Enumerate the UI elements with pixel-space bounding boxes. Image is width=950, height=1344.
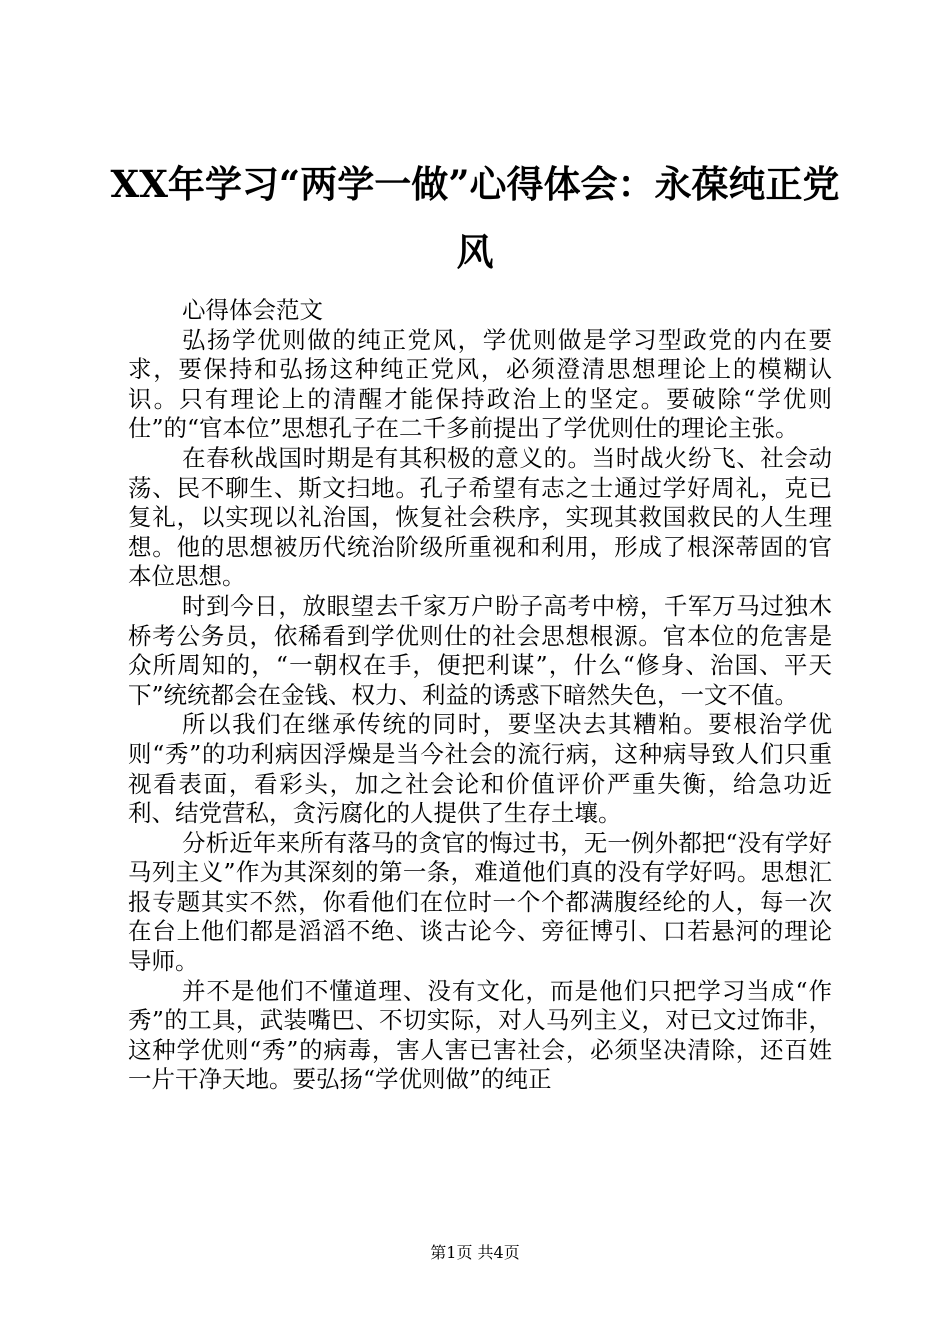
document-subheading: 心得体会范文 (182, 296, 323, 324)
body-paragraph-3: 时到今日，放眼望去千家万户盼子高考中榜，千军万马过独木桥考公务员，依稀看到学优则仕的社会思想根源。官本位的危害是众所周知的，“一朝权在手，便把利谋”，什么“修身、治国、平天下”统统都会在金钱、权力、利益的诱惑下暗然失色，一文不值。 (128, 591, 832, 709)
page-number-footer: 第1页 共4页 (430, 1243, 520, 1262)
body-paragraph-5: 分析近年来所有落马的贪官的悔过书，无一例外都把“没有学好马列主义”作为其深刻的第一条，难道他们真的没有学好吗。思想汇报专题其实不然，你看他们在位时一个个都满腹经纶的人，每一次在台上他们都是滔滔不绝、谈古论今、旁征博引、口若悬河的理论导师。 (128, 828, 832, 976)
body-paragraph-6: 并不是他们不懂道理、没有文化，而是他们只把学习当成“作秀”的工具，武装嘴巴、不切实际，对人马列主义，对已文过饰非，这种学优则“秀”的病毒，害人害已害社会，必须坚决清除，还百姓一片干净天地。要弘扬“学优则做”的纯正 (128, 976, 832, 1094)
document-body (128, 296, 832, 1095)
body-paragraph-1: 弘扬学优则做的纯正党风，学优则做是学习型政党的内在要求，要保持和弘扬这种纯正党风，必须澄清思想理论上的模糊认识。只有理论上的清醒才能保持政治上的坚定。要破除“学优则仕”的“官本位”思想孔子在二千多前提出了学优则仕的理论主张。 (128, 325, 832, 443)
body-paragraph-4: 所以我们在继承传统的同时，要坚决去其糟粕。要根治学优则“秀”的功利病因浮燥是当今社会的流行病，这种病导致人们只重视看表面，看彩头，加之社会论和价值评价严重失衡，给急功近利、结党营私，贪污腐化的人提供了生存土壤。 (128, 710, 832, 828)
document-title: XX年学习“两学一做”心得体会：永葆纯正党风 (110, 162, 840, 274)
body-paragraph-2: 在春秋战国时期是有其积极的意义的。当时战火纷飞、社会动荡、民不聊生、斯文扫地。孔子希望有志之士通过学好周礼，克已复礼，以实现以礼治国，恢复社会秩序，实现其救国救民的人生理想。他的思想被历代统治阶级所重视和利用，形成了根深蒂固的官本位思想。 (128, 443, 832, 591)
